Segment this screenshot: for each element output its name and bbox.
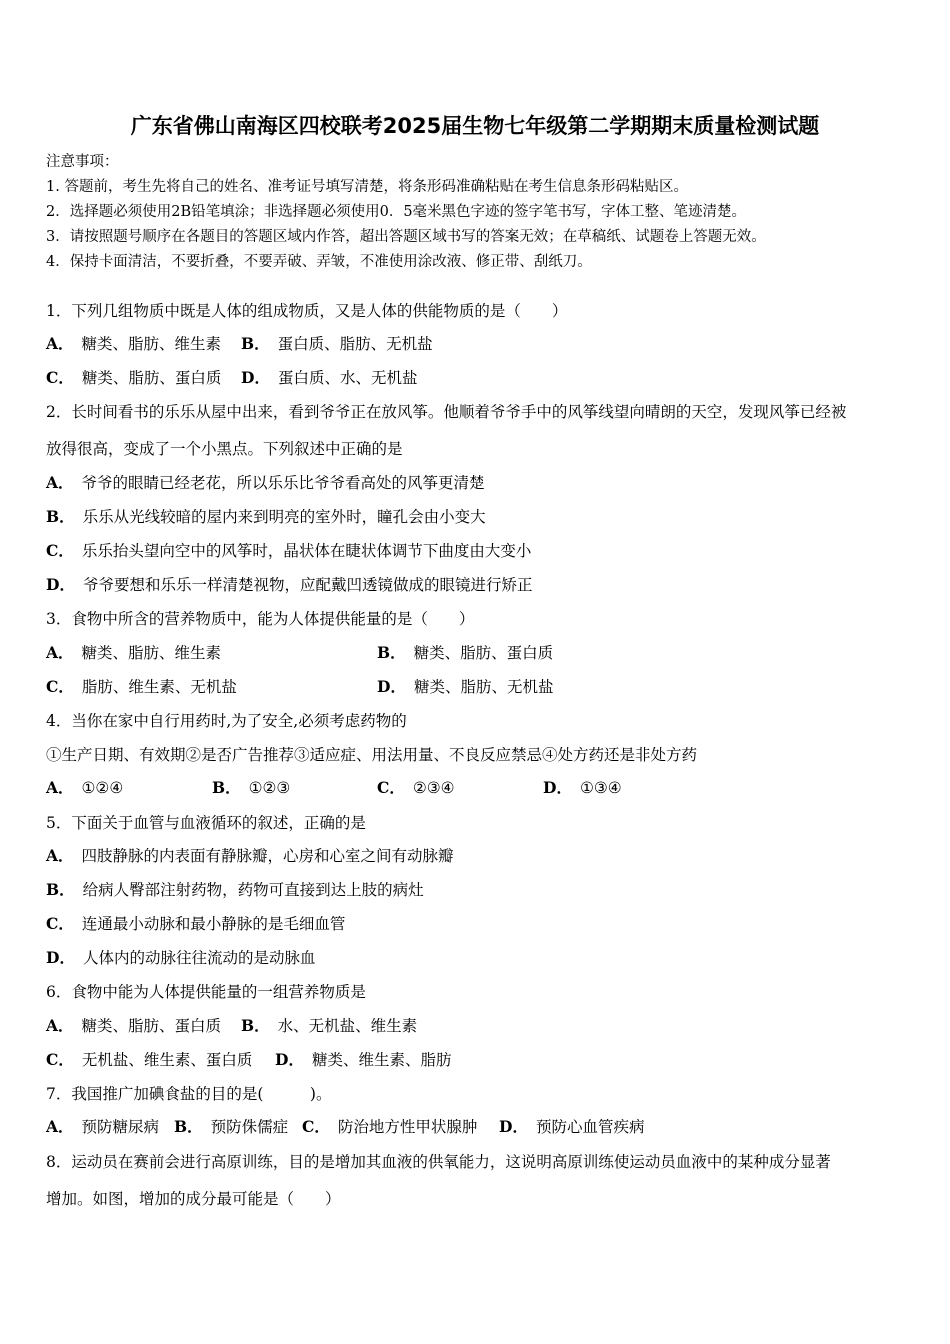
option-text: 蛋白质、脂肪、无机盐 <box>277 335 433 353</box>
question-5-option-b <box>46 879 424 901</box>
question-3-stem: 3．食物中所含的营养物质中，能为人体提供能量的是（ ） <box>46 610 475 628</box>
option-letter: A． <box>46 846 74 865</box>
option-letter: C． <box>46 677 74 696</box>
question-6-option-b <box>241 1015 417 1037</box>
option-text: 人体内的动脉往往流动的是动脉血 <box>82 949 316 967</box>
option-letter: B． <box>241 1016 270 1035</box>
question-1-option-a <box>46 333 221 355</box>
option-letter: C． <box>377 778 405 797</box>
option-text: 爷爷的眼睛已经老花，所以乐乐比爷爷看高处的风筝更清楚 <box>81 474 485 492</box>
question-1-option-c <box>46 367 221 389</box>
option-text: 给病人臀部注射药物，药物可直接到达上肢的病灶 <box>82 881 424 899</box>
question-2-option-c <box>46 540 531 562</box>
option-letter: D． <box>499 1117 528 1136</box>
option-text: 糖类、脂肪、蛋白质 <box>413 644 554 662</box>
question-7-option-a <box>46 1116 159 1138</box>
option-text: ①②④ <box>81 779 124 797</box>
option-letter: C． <box>46 541 74 560</box>
option-letter: B． <box>46 507 75 526</box>
question-3-option-c <box>46 676 237 698</box>
question-2-stem: 2．长时间看书的乐乐从屋中出来，看到爷爷正在放风筝。他顺着爷爷手中的风筝线望向晴朗的天空，发现风筝已经被 <box>46 403 847 421</box>
option-text: 脂肪、维生素、无机盐 <box>81 678 237 696</box>
option-letter: A． <box>46 1117 74 1136</box>
question-5-option-d <box>46 947 315 969</box>
option-text: 水、无机盐、维生素 <box>277 1017 418 1035</box>
option-text: 预防糖尿病 <box>81 1118 160 1136</box>
option-letter: C． <box>46 914 74 933</box>
question-4-option-c <box>377 777 455 799</box>
option-letter: D． <box>46 575 75 594</box>
option-text: 预防侏儒症 <box>210 1118 289 1136</box>
question-8-stem: 增加。如图，增加的成分最可能是（ ） <box>46 1190 341 1208</box>
question-3-option-a <box>46 642 221 664</box>
option-text: 糖类、脂肪、维生素 <box>81 644 222 662</box>
question-4-stem: ①生产日期、有效期②是否广告推荐③适应症、用法用量、不良反应禁忌④处方药还是非处方药 <box>46 746 698 764</box>
question-6-option-c <box>46 1049 252 1071</box>
question-7-option-b <box>174 1116 288 1138</box>
option-text: ②③④ <box>412 779 455 797</box>
notice-item: 3．请按照题号顺序在各题目的答题区域内作答，超出答题区域书写的答案无效；在草稿纸、试题卷上答题无效。 <box>46 229 766 245</box>
option-text: 四肢静脉的内表面有静脉瓣，心房和心室之间有动脉瓣 <box>81 847 454 865</box>
question-5-option-a <box>46 845 454 867</box>
option-letter: C． <box>46 1050 74 1069</box>
option-letter: B． <box>174 1117 203 1136</box>
option-letter: D． <box>46 948 75 967</box>
question-2-stem: 放得很高，变成了一个小黑点。下列叙述中正确的是 <box>46 440 403 458</box>
notice-heading: 注意事项： <box>46 154 119 170</box>
question-4-option-b <box>212 777 290 799</box>
question-1-option-d <box>241 367 417 389</box>
option-text: 糖类、脂肪、维生素 <box>81 335 222 353</box>
question-2-option-b <box>46 506 486 528</box>
option-text: 连通最小动脉和最小静脉的是毛细血管 <box>81 915 346 933</box>
notice-item: 4．保持卡面清洁，不要折叠，不要弄破、弄皱，不准使用涂改液、修正带、刮纸刀。 <box>46 254 592 270</box>
option-letter: B． <box>212 778 241 797</box>
option-letter: A． <box>46 1016 74 1035</box>
option-text: 糖类、维生素、脂肪 <box>311 1051 452 1069</box>
question-3-option-b <box>377 642 553 664</box>
option-letter: C． <box>302 1117 330 1136</box>
question-8-stem: 8．运动员在赛前会进行高原训练，目的是增加其血液的供氧能力，这说明高原训练使运动员血液中的某种成分显著 <box>46 1153 831 1171</box>
question-4-option-a <box>46 777 123 799</box>
notice-item: 1. 答题前，考生先将自己的姓名、准考证号填写清楚，将条形码准确粘贴在考生信息条形码粘贴区。 <box>46 179 688 195</box>
option-text: 蛋白质、水、无机盐 <box>277 369 418 387</box>
question-7-stem: 7．我国推广加碘食盐的目的是( )。 <box>46 1085 332 1103</box>
option-text: 乐乐抬头望向空中的风筝时，晶状体在睫状体调节下曲度由大变小 <box>81 542 532 560</box>
question-7-option-d <box>499 1116 644 1138</box>
option-text: 无机盐、维生素、蛋白质 <box>81 1051 253 1069</box>
option-letter: D． <box>241 368 270 387</box>
option-text: ①②③ <box>248 779 291 797</box>
question-2-option-a <box>46 472 485 494</box>
option-text: 糖类、脂肪、蛋白质 <box>81 1017 222 1035</box>
notice-item: 2．选择题必须使用2B铅笔填涂；非选择题必须使用0．5毫米黑色字迹的签字笔书写，字体工整、笔迹清楚。 <box>46 204 747 220</box>
option-letter: B． <box>241 334 270 353</box>
option-text: 爷爷要想和乐乐一样清楚视物，应配戴凹透镜做成的眼镜进行矫正 <box>82 576 533 594</box>
option-letter: A． <box>46 334 74 353</box>
question-1-stem: 1．下列几组物质中既是人体的组成物质，又是人体的供能物质的是（ ） <box>46 302 568 320</box>
option-text: 糖类、脂肪、无机盐 <box>413 678 554 696</box>
option-letter: D． <box>543 778 572 797</box>
question-3-option-d <box>377 676 553 698</box>
question-6-stem: 6．食物中能为人体提供能量的一组营养物质是 <box>46 983 366 1001</box>
question-6-option-d <box>275 1049 451 1071</box>
question-4-option-d <box>543 777 622 799</box>
option-text: 乐乐从光线较暗的屋内来到明亮的室外时，瞳孔会由小变大 <box>82 508 486 526</box>
question-6-option-a <box>46 1015 221 1037</box>
option-letter: A． <box>46 778 74 797</box>
question-5-stem: 5．下面关于血管与血液循环的叙述，正确的是 <box>46 814 366 832</box>
option-letter: A． <box>46 643 74 662</box>
question-7-option-c <box>302 1116 477 1138</box>
question-1-option-b <box>241 333 433 355</box>
option-letter: C． <box>46 368 74 387</box>
question-5-option-c <box>46 913 345 935</box>
page-title: 广东省佛山南海区四校联考2025届生物七年级第二学期期末质量检测试题 <box>130 114 820 138</box>
question-4-stem: 4．当你在家中自行用药时,为了安全,必须考虑药物的 <box>46 712 407 730</box>
option-letter: D． <box>377 677 406 696</box>
option-letter: B． <box>46 880 75 899</box>
option-text: ①③④ <box>579 779 622 797</box>
option-letter: B． <box>377 643 406 662</box>
option-text: 糖类、脂肪、蛋白质 <box>81 369 222 387</box>
option-letter: A． <box>46 473 74 492</box>
question-2-option-d <box>46 574 532 596</box>
option-text: 预防心血管疾病 <box>535 1118 645 1136</box>
option-text: 防治地方性甲状腺肿 <box>337 1118 478 1136</box>
option-letter: D． <box>275 1050 304 1069</box>
